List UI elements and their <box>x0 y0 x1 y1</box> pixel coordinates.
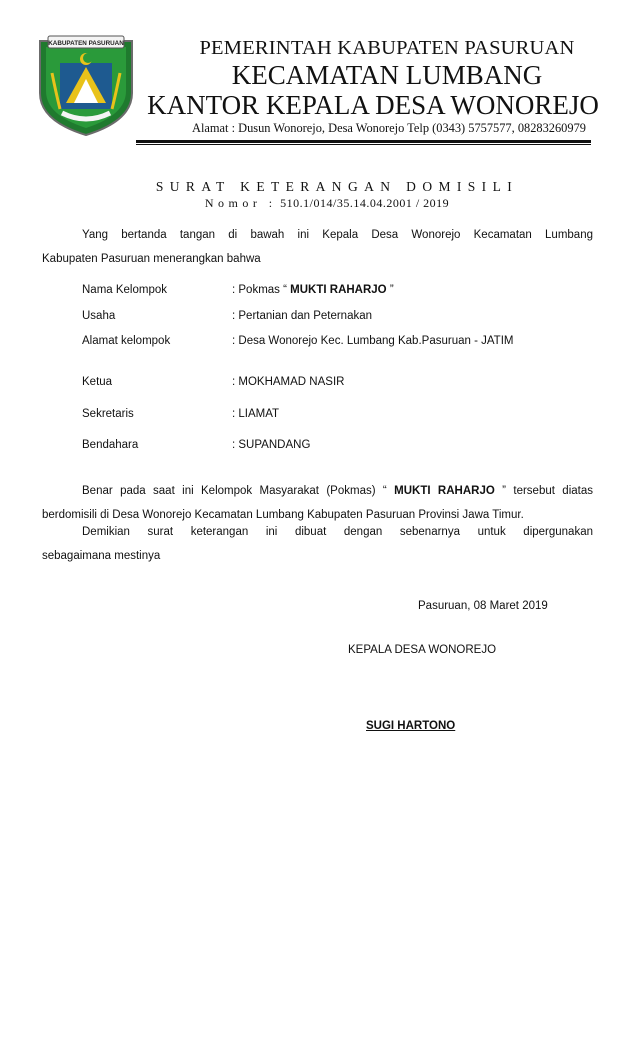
field-label: Bendahara <box>82 439 139 451</box>
field-label: Usaha <box>82 310 116 322</box>
signer-position: KEPALA DESA WONOREJO <box>348 644 497 656</box>
letter-number-label: Nomor : <box>204 196 277 210</box>
letterhead <box>0 0 638 150</box>
field-value: : Desa Wonorejo Kec. Lumbang Kab.Pasuruan - JATIM <box>232 335 514 347</box>
pasuruan-regency-emblem-icon <box>36 33 136 137</box>
government-name: PEMERINTAH KABUPATEN PASURUAN <box>199 37 575 59</box>
body-2-line-2: sebagaimana mestinya <box>42 550 161 562</box>
field-label: Ketua <box>82 376 113 388</box>
letterhead-text <box>140 36 610 136</box>
letter-number <box>0 196 638 211</box>
field-value: : MOKHAMAD NASIR <box>232 376 345 388</box>
group-name-bold: MUKTI RAHARJO <box>290 284 387 296</box>
office-address: Alamat : Dusun Wonorejo, Desa Wonorejo Telp (0343) 5757577, 08283260979 <box>192 121 586 135</box>
letterhead-rule-thick <box>136 140 591 143</box>
emblem-banner-text: KABUPATEN PASURUAN <box>48 40 124 47</box>
group-name-bold: MUKTI RAHARJO <box>394 485 495 497</box>
place-and-date: Pasuruan, 08 Maret 2019 <box>418 600 548 612</box>
district-name: KECAMATAN LUMBANG <box>231 60 543 90</box>
body-1-line-2: berdomisili di Desa Wonorejo Kecamatan Lumbang Kabupaten Pasuruan Provinsi Jawa Timur. <box>42 509 524 521</box>
field-value: : Pertanian dan Peternakan <box>232 310 373 322</box>
letter-number-value: 510.1/014/35.14.04.2001 / 2019 <box>280 196 450 210</box>
field-label: Sekretaris <box>82 408 134 420</box>
field-label: Nama Kelompok <box>82 284 168 296</box>
field-label: Alamat kelompok <box>82 335 171 347</box>
signer-name: SUGI HARTONO <box>366 720 456 732</box>
body-paragraph-2 <box>42 520 593 568</box>
office-name: KANTOR KEPALA DESA WONOREJO <box>147 90 599 120</box>
field-value: : SUPANDANG <box>232 439 311 451</box>
letter-title: SURAT KETERANGAN DOMISILI <box>155 179 519 194</box>
body-paragraph-1: Benar pada saat ini Kelompok Masyarakat (Pokmas) “ MUKTI RAHARJO ” tersebut diatas berdomisili di Desa Wonorejo Kecamatan Lumbang Kabupaten Pasuruan Provinsi Jawa Timur. <box>42 485 593 521</box>
intro-line-1: Yang bertanda tangan di bawah ini Kepala Desa Wonorejo Kecamatan Lumbang <box>82 229 593 241</box>
field-value: : LIAMAT <box>232 408 280 420</box>
body-2-line-1: Demikian surat keterangan ini dibuat dengan sebenarnya untuk dipergunakan <box>82 526 593 538</box>
intro-line-2: Kabupaten Pasuruan menerangkan bahwa <box>42 253 261 265</box>
letterhead-rule-thin <box>136 144 591 145</box>
intro-paragraph <box>42 223 593 271</box>
field-value: : Pokmas “ MUKTI RAHARJO ” <box>232 284 394 296</box>
